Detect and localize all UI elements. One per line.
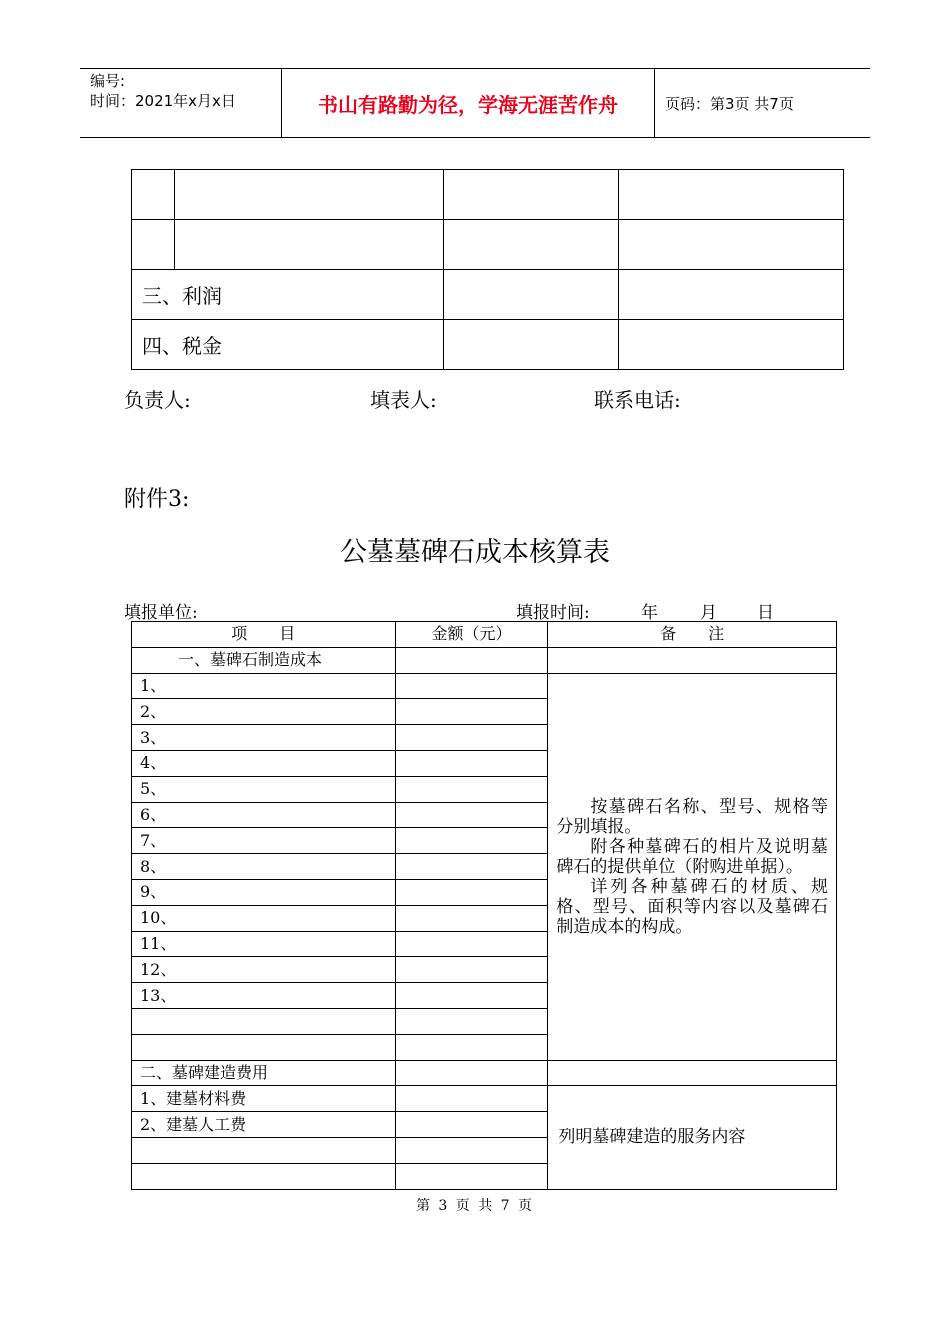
table-header-row bbox=[132, 622, 837, 648]
phone-label: 联系电话: bbox=[594, 388, 681, 412]
fill-day: 日 bbox=[757, 603, 774, 623]
item-label: 10、 bbox=[132, 905, 396, 931]
item-label: 13、 bbox=[132, 983, 396, 1009]
page-footer bbox=[0, 1195, 950, 1215]
remark-note-1 bbox=[548, 673, 837, 1060]
item-label: 1、 bbox=[132, 673, 396, 699]
table-row bbox=[132, 270, 844, 320]
item-label: 8、 bbox=[132, 854, 396, 880]
remark-note-2: 列明墓碑建造的服务内容 bbox=[548, 1086, 837, 1189]
table-row bbox=[132, 673, 837, 699]
footer-mid: 页 共 bbox=[455, 1198, 495, 1214]
item-label: 12、 bbox=[132, 957, 396, 983]
page-title: 公墓墓碑石成本核算表 bbox=[340, 537, 610, 568]
item-label: 11、 bbox=[132, 931, 396, 957]
table-row bbox=[132, 170, 844, 220]
profit-label: 三、利润 bbox=[132, 270, 444, 320]
item-label: 6、 bbox=[132, 802, 396, 828]
table-row bbox=[132, 1086, 837, 1112]
item-label: 2、建墓人工费 bbox=[132, 1112, 396, 1138]
item-label: 4、 bbox=[132, 750, 396, 776]
header-page-info: 页码：第3页 共7页 bbox=[665, 94, 794, 113]
time-label: 时间：2021年x月x日 bbox=[90, 92, 236, 110]
footer-suffix: 页 bbox=[518, 1198, 535, 1214]
header-amount: 金额（元） bbox=[395, 622, 548, 648]
header-motto: 书山有路勤为径，学海无涯苦作舟 bbox=[282, 69, 655, 137]
header-meta bbox=[80, 69, 282, 137]
item-label: 2、 bbox=[132, 699, 396, 725]
section1-label: 一、墓碑石制造成本 bbox=[132, 647, 396, 673]
footer-total: 7 bbox=[500, 1198, 512, 1214]
note-paragraph: 附各种墓碑石的相片及说明墓碑石的提供单位（附购进单据）。 bbox=[556, 836, 828, 877]
note-paragraph: 按墓碑石名称、型号、规格等分别填报。 bbox=[556, 796, 828, 837]
footer-prefix: 第 bbox=[415, 1198, 432, 1214]
fill-time-label: 填报时间: bbox=[516, 603, 590, 623]
item-label: 9、 bbox=[132, 879, 396, 905]
fill-month: 月 bbox=[700, 603, 717, 623]
item-label: 3、 bbox=[132, 725, 396, 751]
attachment-label: 附件3: bbox=[124, 487, 190, 512]
item-label: 5、 bbox=[132, 776, 396, 802]
note-paragraph: 详列各种墓碑石的材质、规格、型号、面积等内容以及墓碑石制造成本的构成。 bbox=[556, 876, 828, 937]
header-item: 项 目 bbox=[132, 622, 396, 648]
item-label: 7、 bbox=[132, 828, 396, 854]
table-row bbox=[132, 220, 844, 270]
number-label: 编号: bbox=[90, 72, 126, 90]
filler-label: 填表人: bbox=[370, 388, 437, 412]
item-label: 1、建墓材料费 bbox=[132, 1086, 396, 1112]
tax-label: 四、税金 bbox=[132, 320, 444, 370]
table-row bbox=[132, 1060, 837, 1086]
section2-label: 二、墓碑建造费用 bbox=[132, 1060, 396, 1086]
fill-unit-label: 填报单位: bbox=[124, 603, 198, 623]
cost-accounting-table bbox=[131, 621, 837, 1190]
table-row bbox=[132, 320, 844, 370]
principal-label: 负责人: bbox=[124, 388, 191, 412]
table-row bbox=[132, 647, 837, 673]
cost-table-continued bbox=[131, 169, 844, 370]
header-remark: 备 注 bbox=[548, 622, 837, 648]
fill-year: 年 bbox=[641, 603, 658, 623]
page-header bbox=[80, 68, 870, 138]
footer-page: 3 bbox=[438, 1198, 450, 1214]
